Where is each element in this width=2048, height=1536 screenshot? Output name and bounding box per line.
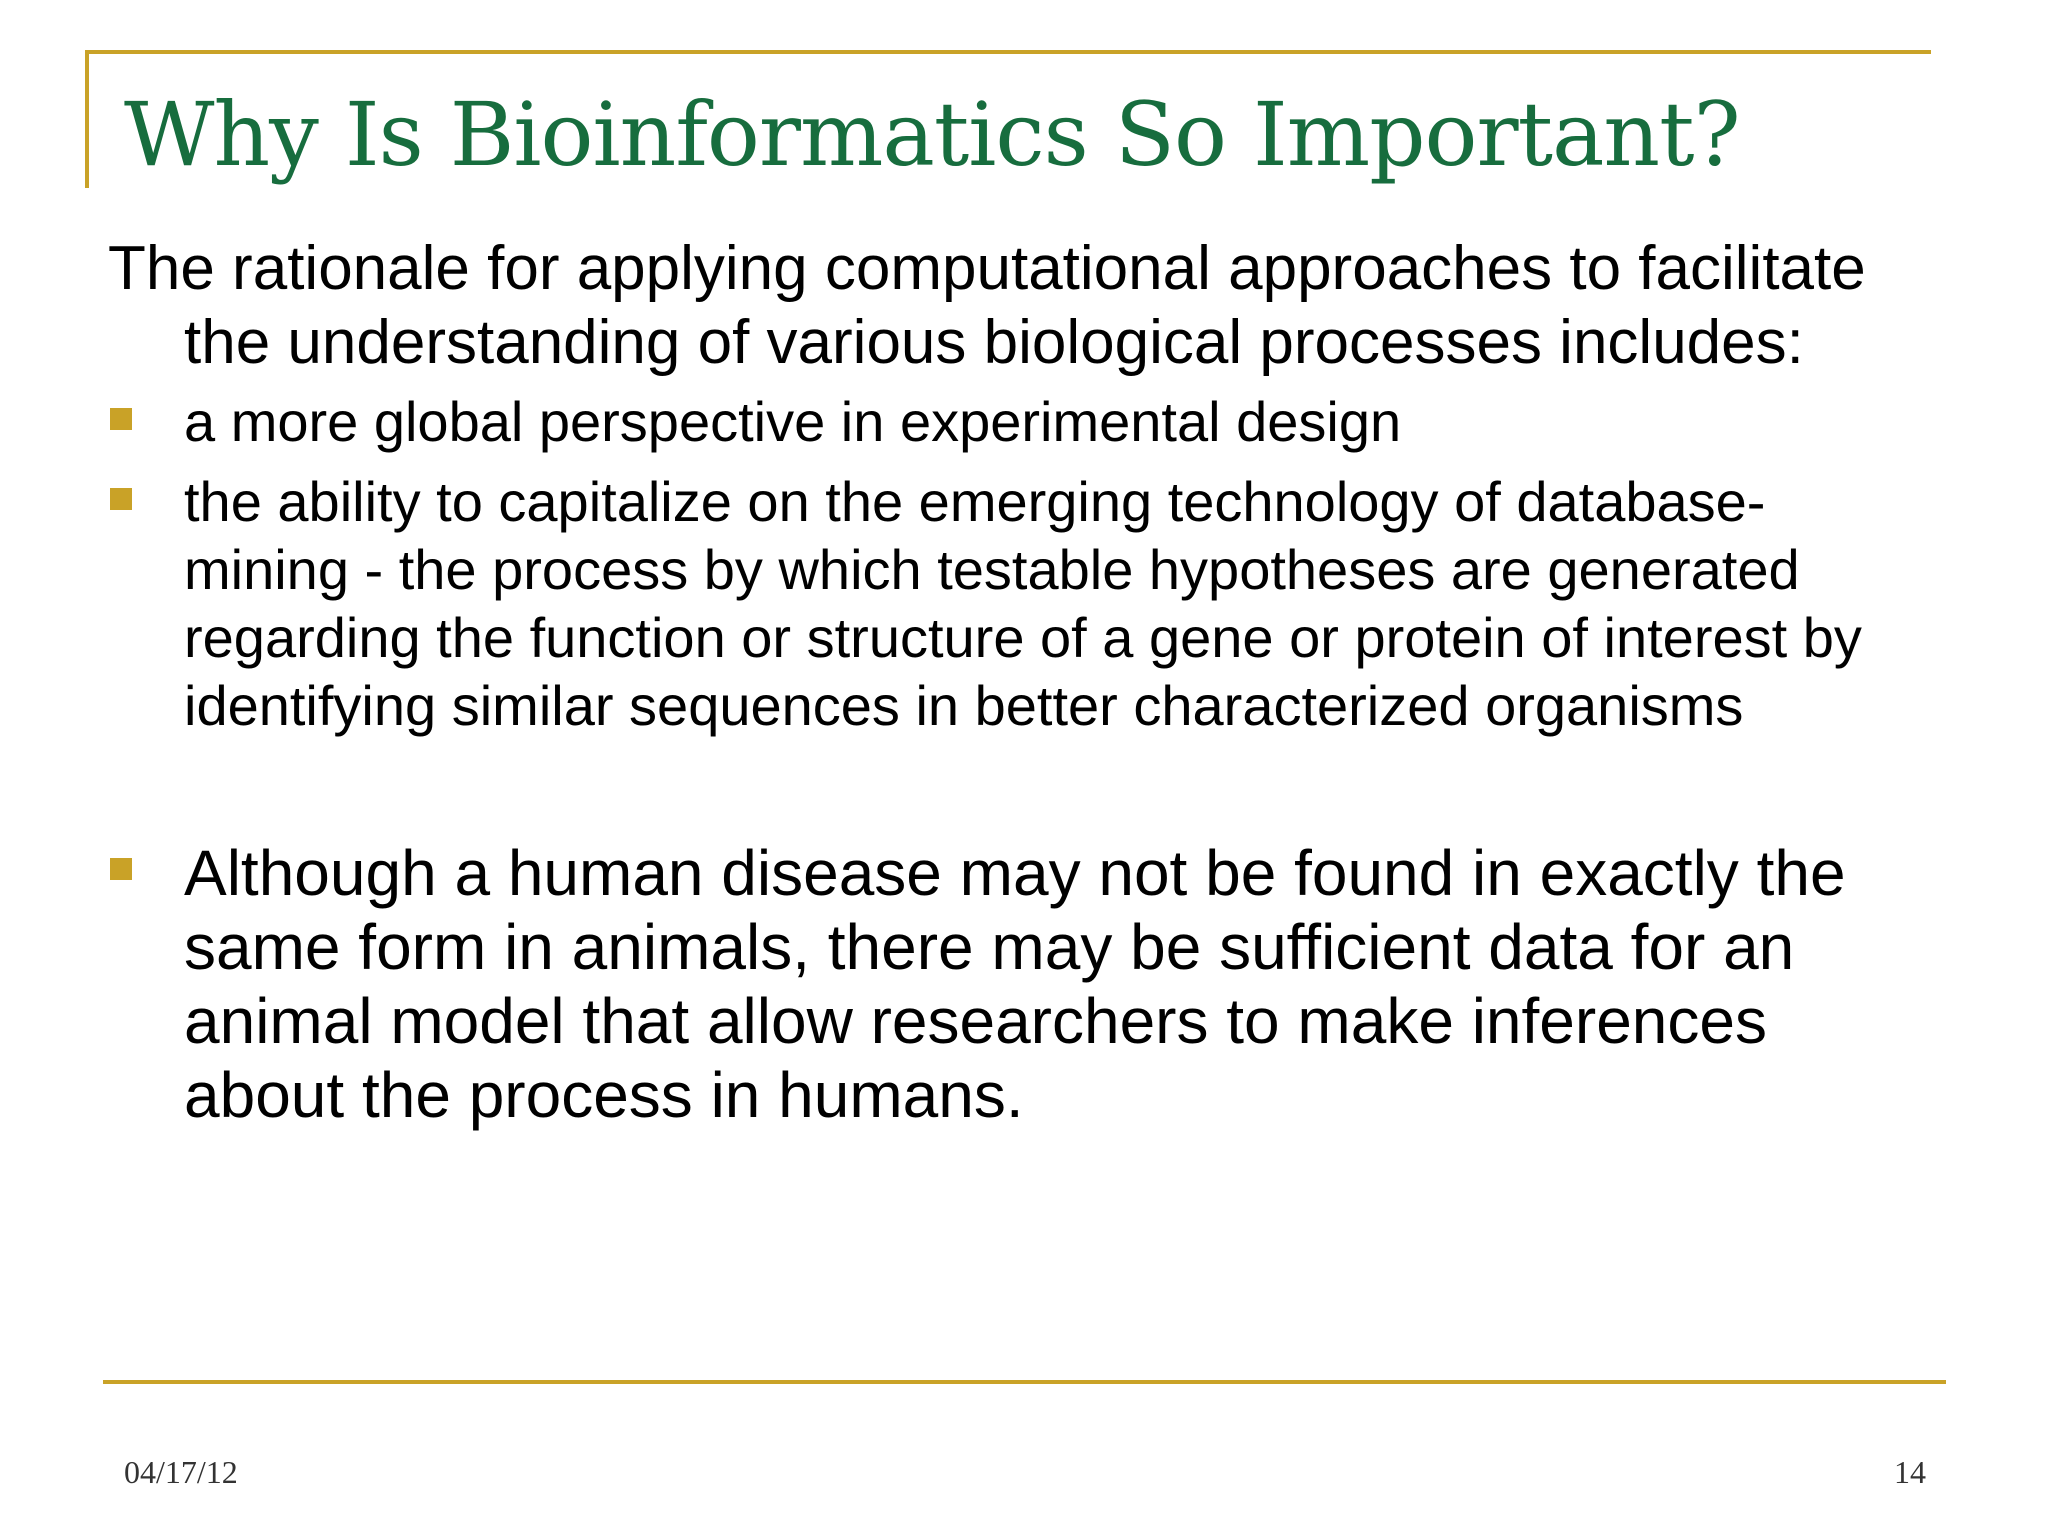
bullet-list [108,388,1918,1132]
intro-paragraph: The rationale for applying computational approaches to facilitate the understanding of various biological processes includes: [108,234,1866,377]
square-bullet-icon [110,408,132,430]
square-bullet-icon [110,488,132,510]
bullet-text: Although a human disease may not be found in exactly the same form in animals, there may be sufficient data for an animal model that allow researchers to make inferences about the process in humans. [184,837,1846,1131]
bullet-item [108,836,1918,1132]
bullet-text: a more global perspective in experimental design [184,390,1402,453]
bottom-rule [103,1380,1946,1384]
slide-body [108,232,1918,1132]
bullet-item [108,388,1918,456]
bullet-text: the ability to capitalize on the emerging technology of database-mining - the process by which testable hypotheses are generated regarding the function or structure of a gene or protein of interest by identifying similar sequences in better characterized organisms [184,470,1862,737]
slide-title: Why Is Bioinformatics So Important? [124,83,1740,186]
bullet-item [108,468,1918,740]
top-rule [85,50,1931,54]
page-number: 14 [1894,1454,1926,1490]
square-bullet-icon [110,858,132,880]
footer-date: 04/17/12 [124,1454,238,1490]
left-rule [85,50,89,188]
